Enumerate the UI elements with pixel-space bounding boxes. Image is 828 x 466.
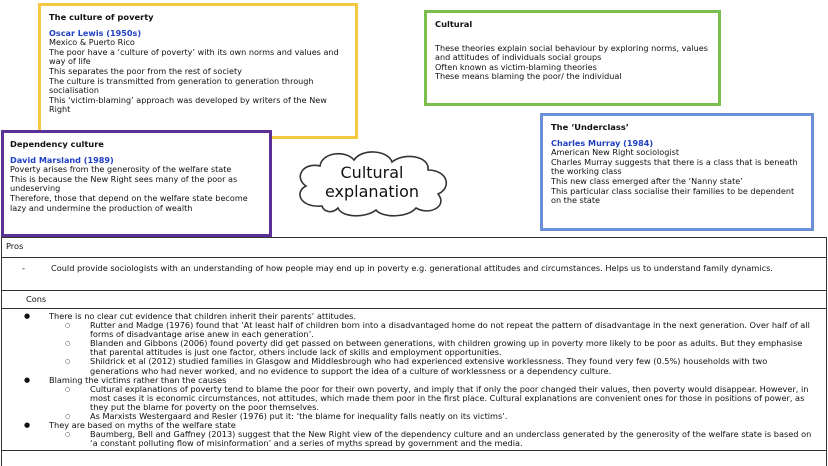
cloud-label [292,163,452,201]
underclass-line: Charles Murray suggests that there is a class that is beneath the working class [551,156,798,177]
cloud-label-line1: Cultural [340,163,404,182]
cultural-line: These means blaming the poor/ the individual [435,71,622,82]
sub-bullet: ○ [65,340,71,348]
poverty-author: Oscar Lewis (1950s) [49,27,142,38]
sub-bullet: ○ [65,358,71,366]
cons-subpoint-text: Cultural explanations of poverty tend to blame the poor for their own poverty, and imply that if only the poor changed their values, then poverty would disappear. However, in most cases it is economic circumstances, not attitudes, which made them poor in the first place. Cultural explanations are convenient ones for those in positions of power, as they put the blame for poverty on the poor themselves. [90,383,809,412]
cultural-box [424,10,721,106]
cons-subpoint-text: Shildrick et al (2012) studied families in Glasgow and Middlesbrough who had experienced extensive worklessness. They found very few (0.5%) households with two generations who had never worked, and no evidence to support the idea of a culture of worklessness or a dependency culture. [90,356,768,376]
sub-bullet: ○ [65,431,71,439]
underclass-title: The ‘Underclass’ [551,122,629,132]
dependency-line: This is because the New Right sees many of the poor as undeserving [10,173,238,194]
poverty-line: This separates the poor from the rest of society [49,65,242,76]
cons-subpoint-text: Baumberg, Bell and Gaffney (2013) suggest that the New Right view of the dependency culture and an underclass generated by the generosity of the welfare state is based on ‘a constant polluting flow of misinformation’ and a series of myths spread by government and the media. [90,429,812,449]
dependency-line: Therefore, those that depend on the welfare state become lazy and undermine the production of wealth [10,192,248,213]
pros-dash: - [22,263,25,273]
bullet: ● [24,312,31,320]
sub-bullet: ○ [65,322,71,330]
culture-of-poverty-box [38,3,358,139]
cons-subpoint-text: As Marxists Westergaard and Resler (1976) put it: ‘the blame for inequality falls neatly on its victims’. [90,411,508,422]
dependency-culture-box [1,130,272,237]
cons-point-text: Blaming the victims rather than the causes [49,374,227,385]
cloud-label-line2: explanation [324,182,420,201]
bullet: ● [24,375,31,384]
cons-subpoint [20,385,818,412]
cons-point-text: There is no clear cut evidence that children inherit their parents’ attitudes. [49,311,357,321]
cons-subpoint-text: Rutter and Madge (1976) found that ‘At least half of children born into a disadvantaged home do not repeat the pattern of disadvantage in the next generation. Over half of all forms of disadvantage arise anew in each generation’. [90,320,810,340]
cons-heading: Cons [2,291,826,309]
evaluation-table [1,237,827,466]
cons-subpoint [20,339,818,357]
cons-subpoint [20,357,818,375]
underclass-line: American New Right sociologist [551,147,679,158]
cons-point-text: They are based on myths of the welfare state [49,420,236,431]
poverty-line: Mexico & Puerto Rico [49,37,135,48]
cultural-line: Often known as victim-blaming theories [435,61,597,72]
poverty-line: The poor have a ‘culture of poverty’ with its own norms and values and way of life [49,46,339,67]
dependency-title: Dependency culture [10,139,104,149]
cons-subpoint-text: Blanden and Gibbons (2006) found poverty did get passed on between generations, with children growing up in poverty more likely to be poor as adults. But they emphasise that parental attitudes is just one factor, others include lack of skills and employment opportunities. [90,338,803,358]
underclass-box [540,113,814,231]
dependency-author: David Marsland (1989) [10,154,114,165]
cons-subpoint [20,321,818,339]
pros-heading: Pros [2,238,826,258]
cons-subpoint [20,430,818,448]
poverty-line: The culture is transmitted from generation to generation through socialisation [49,75,314,96]
sub-bullet: ○ [65,413,71,421]
cultural-line: These theories explain social behaviour by exploring norms, values and attitudes of individuals social groups [435,42,708,63]
underclass-line: This particular class socialise their families to be dependent on the state [551,185,795,206]
cultural-title: Cultural [435,19,473,29]
poverty-title: The culture of poverty [49,12,154,22]
pros-text: Could provide sociologists with an understanding of how people may end up in poverty e.g. generational attitudes and circumstances. Helps us to understand family dynamics. [51,263,774,273]
bullet: ● [24,421,31,430]
poverty-line: This ‘victim-blaming’ approach was developed by writers of the New Right [49,94,327,115]
underclass-author: Charles Murray (1984) [551,137,654,148]
cons-cell [2,309,826,451]
sub-bullet: ○ [65,385,71,393]
dependency-line: Poverty arises from the generosity of the welfare state [10,164,232,175]
pros-cell [2,258,826,291]
underclass-line: This new class emerged after the ‘Nanny state’ [551,175,743,186]
